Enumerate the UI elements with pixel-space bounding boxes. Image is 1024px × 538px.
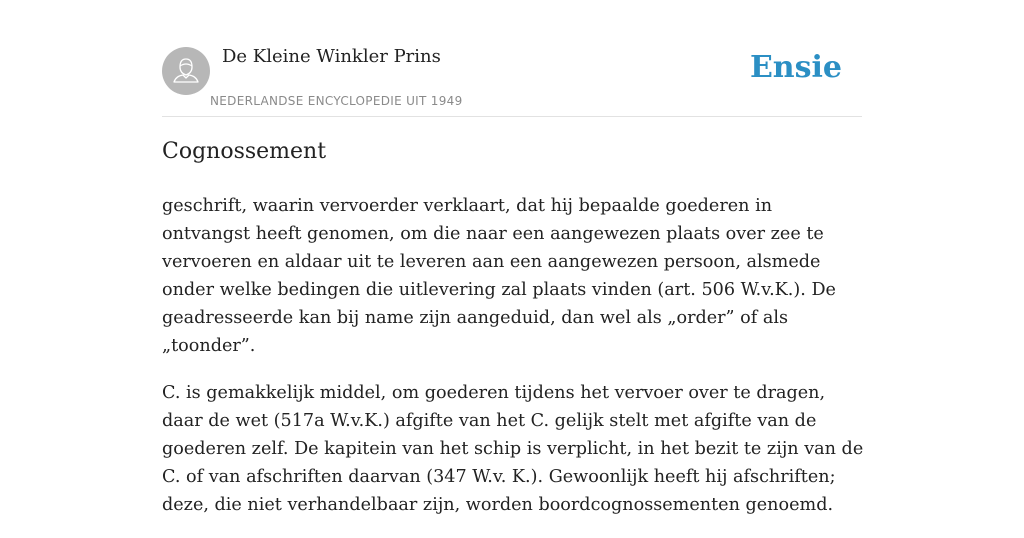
user-icon <box>162 47 210 95</box>
ensie-logo-link[interactable]: Ensie <box>749 50 842 85</box>
article-paragraph: geschrift, waarin vervoerder verklaart, dat hij bepaalde goederen in ontvangst heeft genomen, om die naar een aangewezen plaats over zee te vervoeren en aldaar uit te leveren aan een aangewezen persoon, alsmede onder welke bedingen die uitlevering zal plaats vinden (art. 506 W.v.K.). De geadresseerde kan bij name zijn aangeduid, dan wel als „order” of als „toonder”. <box>162 196 836 356</box>
source-subtitle: NEDERLANDSE ENCYCLOPEDIE UIT 1949 <box>210 94 463 108</box>
page-title: Cognossement <box>162 139 327 164</box>
author-name[interactable]: De Kleine Winkler Prins <box>222 46 441 67</box>
author-avatar[interactable] <box>162 47 210 95</box>
page-container <box>162 0 864 515</box>
header <box>162 0 862 117</box>
article-paragraph: C. is gemakkelijk middel, om goederen tijdens het vervoer over te dragen, daar de wet (517a W.v.K.) afgifte van het C. gelijk stelt met afgifte van de goederen zelf. De kapitein van het schip is verplicht, in het bezit te zijn van de C. of van afschriften daarvan (347 W.v. K.). Gewoonlijk heeft hij afschriften; deze, die niet verhandelbaar zijn, worden boordcognossementen genoemd. <box>162 383 864 515</box>
article-body <box>162 192 864 538</box>
